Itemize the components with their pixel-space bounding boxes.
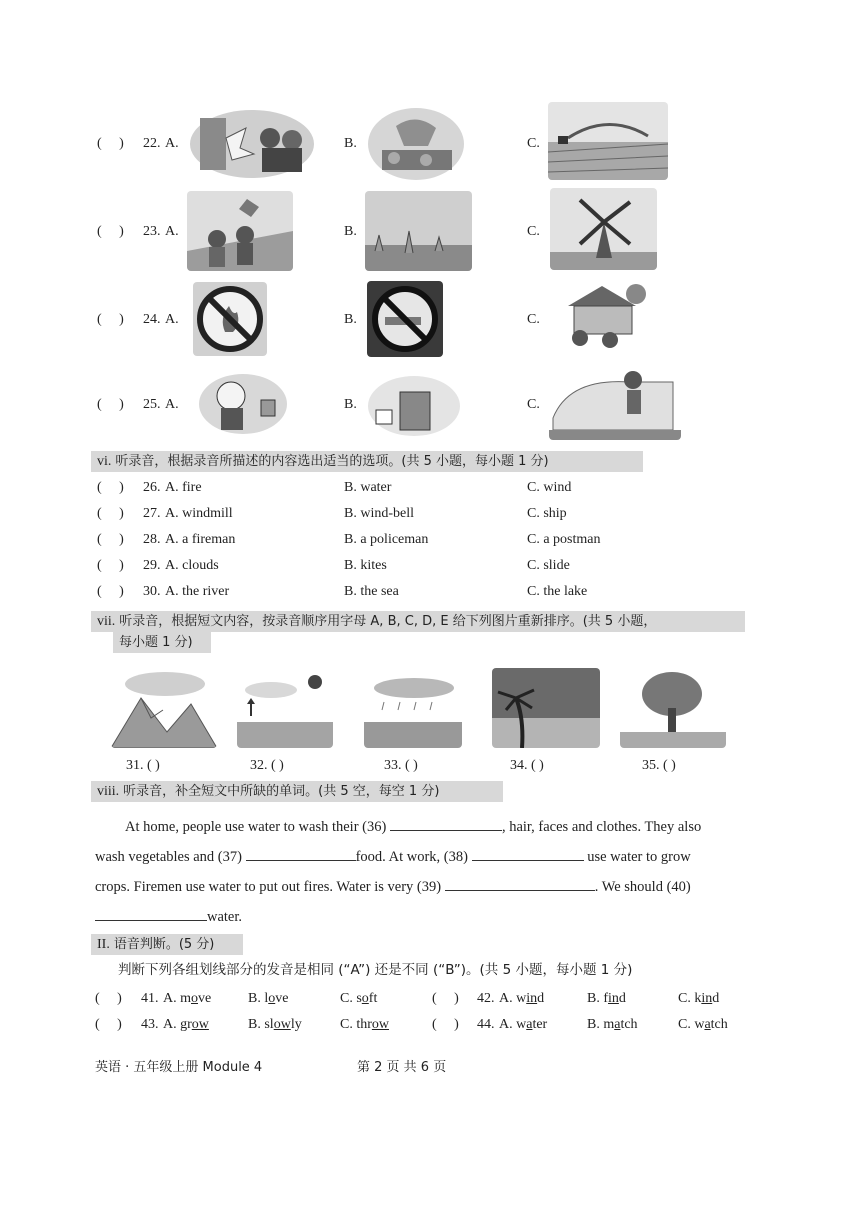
question-number: 30.	[143, 584, 161, 599]
question-number: 27.	[143, 506, 161, 521]
girl-watering-picture[interactable]	[549, 368, 681, 440]
section-II-header	[91, 934, 243, 955]
cloze-text: , hair, faces and clothes. They also	[501, 819, 702, 835]
cloze-text: At home, people use water to wash their (36)	[125, 819, 387, 835]
section-title: 听录音，补全短文中所缺的单词。(共 5 空，每空 1 分)	[123, 784, 440, 799]
question-number: 29.	[143, 558, 161, 573]
answer-paren[interactable]: ( )	[97, 480, 124, 495]
section-viii-header	[91, 781, 503, 802]
answer-paren[interactable]: ( )	[97, 397, 124, 412]
meadow-flowers-picture[interactable]	[365, 191, 472, 271]
option-b-label: B.	[344, 224, 357, 239]
option-b: B. find	[587, 991, 626, 1006]
option-c-label: C.	[527, 224, 540, 239]
question-number: 28.	[143, 532, 161, 547]
option-a: A. fire	[165, 480, 202, 495]
footer-page-number: 第 2 页 共 6 页	[357, 1060, 447, 1075]
option-c: C. slide	[527, 558, 570, 573]
blank-36[interactable]	[390, 816, 502, 831]
option-b: B. wind-bell	[344, 506, 414, 521]
option-b: B. match	[587, 1017, 638, 1032]
answer-paren[interactable]: ( )	[95, 991, 122, 1006]
cloze-line-1	[95, 812, 740, 842]
waterfall-picture[interactable]	[366, 106, 466, 182]
section-title: 语音判断。(5 分)	[113, 937, 215, 952]
cloze-text: wash vegetables and (37)	[95, 849, 242, 865]
option-c-label: C.	[527, 397, 540, 412]
blank-38[interactable]	[472, 846, 584, 861]
answer-paren[interactable]: ( )	[95, 1017, 122, 1032]
option-a: A. clouds	[165, 558, 219, 573]
question-number: 41.	[141, 991, 159, 1006]
answer-paren[interactable]: ( )	[97, 136, 124, 151]
question-number: 23.	[143, 224, 161, 239]
order-label-31[interactable]: 31. ( )	[126, 758, 160, 773]
footer-left: 英语 · 五年级上册 Module 4	[95, 1060, 263, 1075]
windmill-picture[interactable]	[550, 188, 657, 270]
option-a-label: A.	[165, 397, 179, 412]
cloze-text: food. At work, (38)	[355, 849, 468, 865]
water-dispenser-picture[interactable]	[366, 372, 462, 436]
mountain-clouds-picture[interactable]	[111, 668, 217, 748]
question-number: 43.	[141, 1017, 159, 1032]
option-b: B. a policeman	[344, 532, 429, 547]
option-c: C. wind	[527, 480, 572, 495]
option-c: C. throw	[340, 1017, 390, 1032]
option-a: A. wind	[499, 991, 545, 1006]
option-b: B. love	[248, 991, 289, 1006]
answer-paren[interactable]: ( )	[97, 584, 124, 599]
blank-40[interactable]	[95, 906, 207, 921]
section-number: vi.	[97, 454, 112, 469]
question-number: 25.	[143, 397, 161, 412]
option-a-label: A.	[165, 224, 179, 239]
question-number: 42.	[477, 991, 495, 1006]
option-a: A. move	[163, 991, 212, 1006]
section-vi-header	[91, 451, 643, 472]
section-title: 听录音，根据短文内容，按录音顺序用字母 A, B, C, D, E 给下列图片重新排序。(共 5 小题，	[119, 614, 657, 629]
question-number: 22.	[143, 136, 161, 151]
option-a-label: A.	[165, 312, 179, 327]
evaporation-sun-picture[interactable]	[237, 668, 333, 748]
option-a: A. grow	[163, 1017, 209, 1032]
option-c: C. soft	[340, 991, 378, 1006]
answer-paren[interactable]: ( )	[97, 312, 124, 327]
house-fire-picture[interactable]	[552, 280, 652, 358]
farm-field-picture[interactable]	[548, 102, 668, 180]
option-b: B. slowly	[248, 1017, 302, 1032]
option-c-label: C.	[527, 136, 540, 151]
option-a: A. windmill	[165, 506, 233, 521]
cloze-text: use water to grow	[587, 849, 691, 865]
answer-paren[interactable]: ( )	[432, 1017, 459, 1032]
option-b-label: B.	[344, 136, 357, 151]
section-title-cont: 每小题 1 分)	[119, 635, 193, 650]
section-vii-header-line2	[113, 632, 211, 653]
section-title: 听录音，根据录音所描述的内容选出适当的选项。(共 5 小题，每小题 1 分)	[115, 454, 549, 469]
option-b-label: B.	[344, 397, 357, 412]
option-c: C. the lake	[527, 584, 588, 599]
answer-paren[interactable]: ( )	[97, 224, 124, 239]
section-number: viii.	[97, 784, 120, 799]
option-a: A. the river	[165, 584, 230, 599]
question-number: 24.	[143, 312, 161, 327]
section-number: vii.	[97, 614, 116, 629]
rain-picture[interactable]	[364, 674, 462, 748]
option-c-label: C.	[527, 312, 540, 327]
option-a: A. a fireman	[165, 532, 236, 547]
option-b: B. kites	[344, 558, 387, 573]
kite-flying-picture[interactable]	[187, 191, 293, 271]
cloze-line-3	[95, 872, 740, 902]
answer-paren[interactable]: ( )	[97, 558, 124, 573]
order-label-34[interactable]: 34. ( )	[510, 758, 544, 773]
section-number: II.	[97, 937, 110, 952]
answer-paren[interactable]: ( )	[97, 506, 124, 521]
option-b: B. water	[344, 480, 392, 495]
option-c: C. kind	[678, 991, 720, 1006]
boy-brushing-teeth-picture[interactable]	[197, 370, 289, 436]
option-c: C. watch	[678, 1017, 728, 1032]
cloze-line-4	[95, 902, 740, 932]
cloze-text: crops. Firemen use water to put out fires. Water is very (39)	[95, 879, 442, 895]
palm-tree-sea-picture[interactable]	[492, 668, 600, 748]
option-b: B. the sea	[344, 584, 399, 599]
cloze-text: water.	[207, 909, 243, 925]
answer-paren[interactable]: ( )	[432, 991, 459, 1006]
option-a: A. water	[499, 1017, 548, 1032]
cloze-text: . We should (40)	[594, 879, 691, 895]
order-label-32[interactable]: 32. ( )	[250, 758, 284, 773]
answer-paren[interactable]: ( )	[97, 532, 124, 547]
question-number: 26.	[143, 480, 161, 495]
option-c: C. ship	[527, 506, 567, 521]
no-fire-sign-picture[interactable]	[193, 282, 267, 356]
cloze-line-2	[95, 842, 740, 872]
fire-extinguishing-picture[interactable]	[188, 108, 316, 180]
blank-37[interactable]	[246, 846, 356, 861]
no-smoking-sign-picture[interactable]	[367, 281, 443, 357]
section-vii-header-line1	[91, 611, 745, 632]
question-number: 44.	[477, 1017, 495, 1032]
option-c: C. a postman	[527, 532, 601, 547]
tree-picture[interactable]	[620, 668, 726, 748]
order-label-33[interactable]: 33. ( )	[384, 758, 418, 773]
option-a-label: A.	[165, 136, 179, 151]
blank-39[interactable]	[445, 876, 595, 891]
option-b-label: B.	[344, 312, 357, 327]
order-label-35[interactable]: 35. ( )	[642, 758, 676, 773]
section-II-instruction: 判断下列各组划线部分的发音是相同 (“A”) 还是不同 (“B”)。(共 5 小题，每小题 1 分)	[118, 962, 633, 978]
